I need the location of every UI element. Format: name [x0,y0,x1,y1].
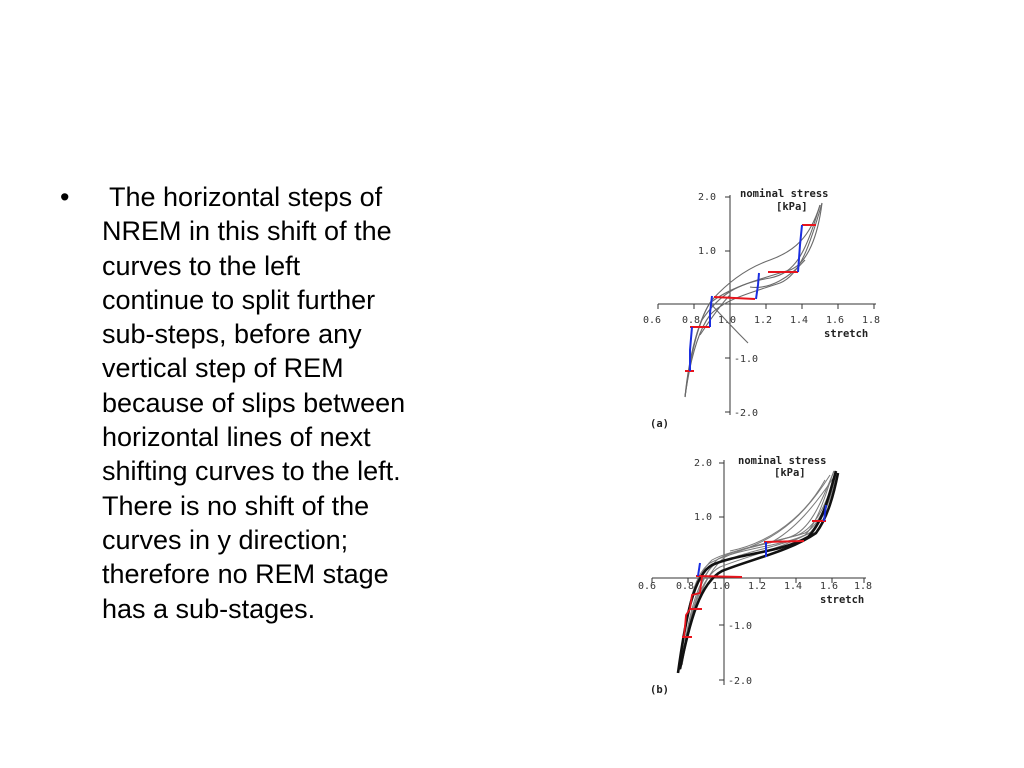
x-ticks [658,304,874,309]
panel-label: (b) [650,684,669,696]
text-line: vertical step of REM [102,353,344,384]
figure-svg [630,175,890,705]
x-tick-label: 1.0 [712,581,731,592]
x-tick-label: 1.6 [826,315,845,326]
y-tick-label: 2.0 [698,192,717,203]
text-line: shifting curves to the left. [102,456,401,487]
x-axis-title: stretch [824,328,869,340]
y-axis-title: nominal stress [738,455,827,467]
text-line: has a sub-stages. [102,593,316,624]
x-tick-label: 1.4 [784,581,803,592]
bullet-text [102,180,500,626]
text-line: sub-steps, before any [102,319,362,350]
x-tick-label: 1.2 [748,581,767,592]
x-tick-label: 1.2 [754,315,773,326]
y-tick-label: -2.0 [728,676,753,687]
x-tick-label: 0.6 [638,581,657,592]
y-tick-label: 1.0 [698,246,717,257]
panel-a [643,188,880,430]
x-tick-label: 0.8 [682,315,701,326]
text-line: continue to split further [102,284,376,315]
x-tick-label: 1.8 [854,581,873,592]
text-line: therefore no REM stage [102,559,389,590]
text-line: NREM in this shift of the [102,216,392,247]
x-tick-label: 0.6 [643,315,662,326]
x-tick-label: 1.4 [790,315,809,326]
text-line: horizontal lines of next [102,422,371,453]
y-tick-label: -1.0 [734,354,759,365]
x-axis-title: stretch [820,594,865,606]
y-axis-unit: [kPa] [774,467,806,479]
panel-b [638,455,872,696]
curve-family [680,471,839,670]
text-line: There is no shift of the [102,490,370,521]
panel-label: (a) [650,418,669,430]
y-tick-label: 1.0 [694,512,713,523]
x-tick-label: 1.8 [862,315,881,326]
text-line: The horizontal steps of [102,182,383,212]
x-tick-label: 1.6 [820,581,839,592]
y-axis-unit: [kPa] [776,201,808,213]
x-tick-label: 1.0 [718,315,737,326]
stress-stretch-figure [630,175,890,705]
text-line: curves in y direction; [102,524,349,555]
bullet-item [60,180,500,626]
text-line: curves to the left [102,250,301,281]
y-tick-label: 2.0 [694,458,713,469]
y-tick-label: -2.0 [734,408,759,419]
y-axis-title: nominal stress [740,188,829,200]
y-tick-label: -1.0 [728,621,753,632]
text-line: because of slips between [102,387,406,418]
x-tick-label: 0.8 [676,581,695,592]
bullet-marker: • [60,182,70,212]
